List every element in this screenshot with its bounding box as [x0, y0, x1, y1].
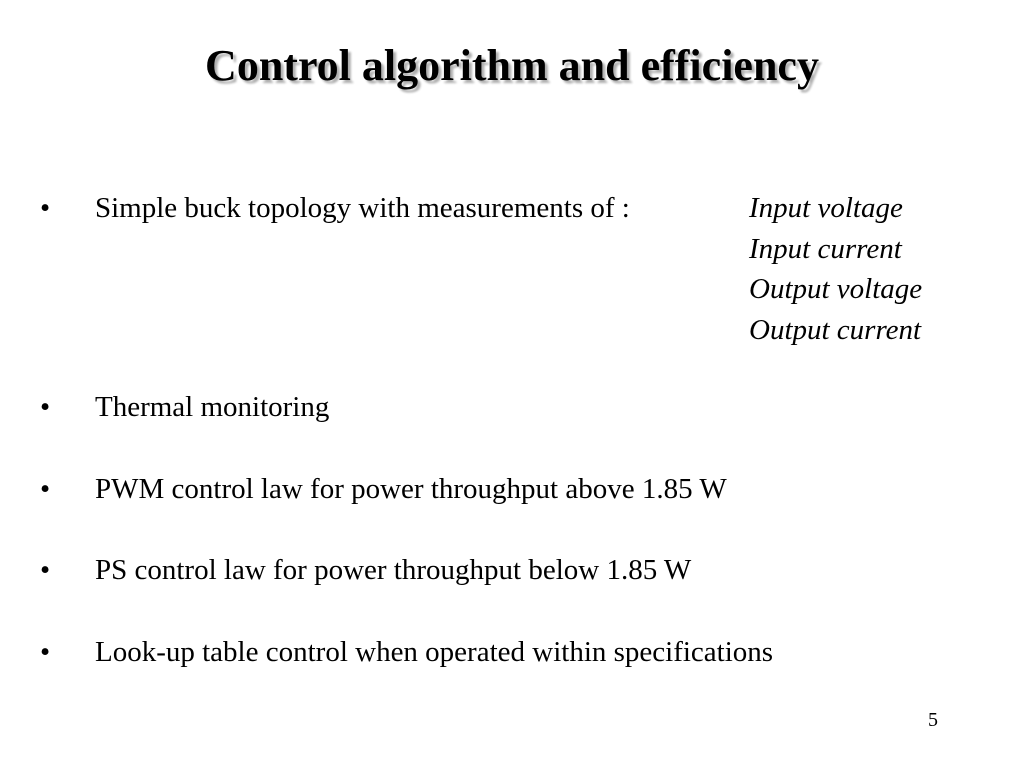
bullet-symbol: • — [40, 192, 51, 224]
measurement-item: Output current — [749, 313, 922, 346]
slide-title: Control algorithm and efficiency — [205, 41, 819, 90]
bullet-text: Thermal monitoring — [95, 391, 330, 423]
measurement-item: Input voltage — [749, 192, 903, 224]
measurement-item: Output voltage — [749, 273, 923, 305]
bullet-text: PS control law for power throughput below 1.85 W — [95, 554, 692, 586]
bullet-symbol: • — [40, 473, 51, 505]
measurement-item: Input current — [749, 232, 902, 265]
bullet-symbol: • — [40, 554, 51, 586]
page-number: 5 — [928, 709, 938, 731]
bullet-symbol: • — [40, 391, 51, 423]
bullet-text: Look-up table control when operated within specifications — [95, 636, 774, 668]
bullet-text: PWM control law for power throughput above 1.85 W — [95, 473, 727, 505]
measurements-list — [749, 188, 922, 350]
bullet-symbol: • — [40, 636, 51, 668]
bullet-text: Simple buck topology with measurements of : — [95, 192, 630, 224]
